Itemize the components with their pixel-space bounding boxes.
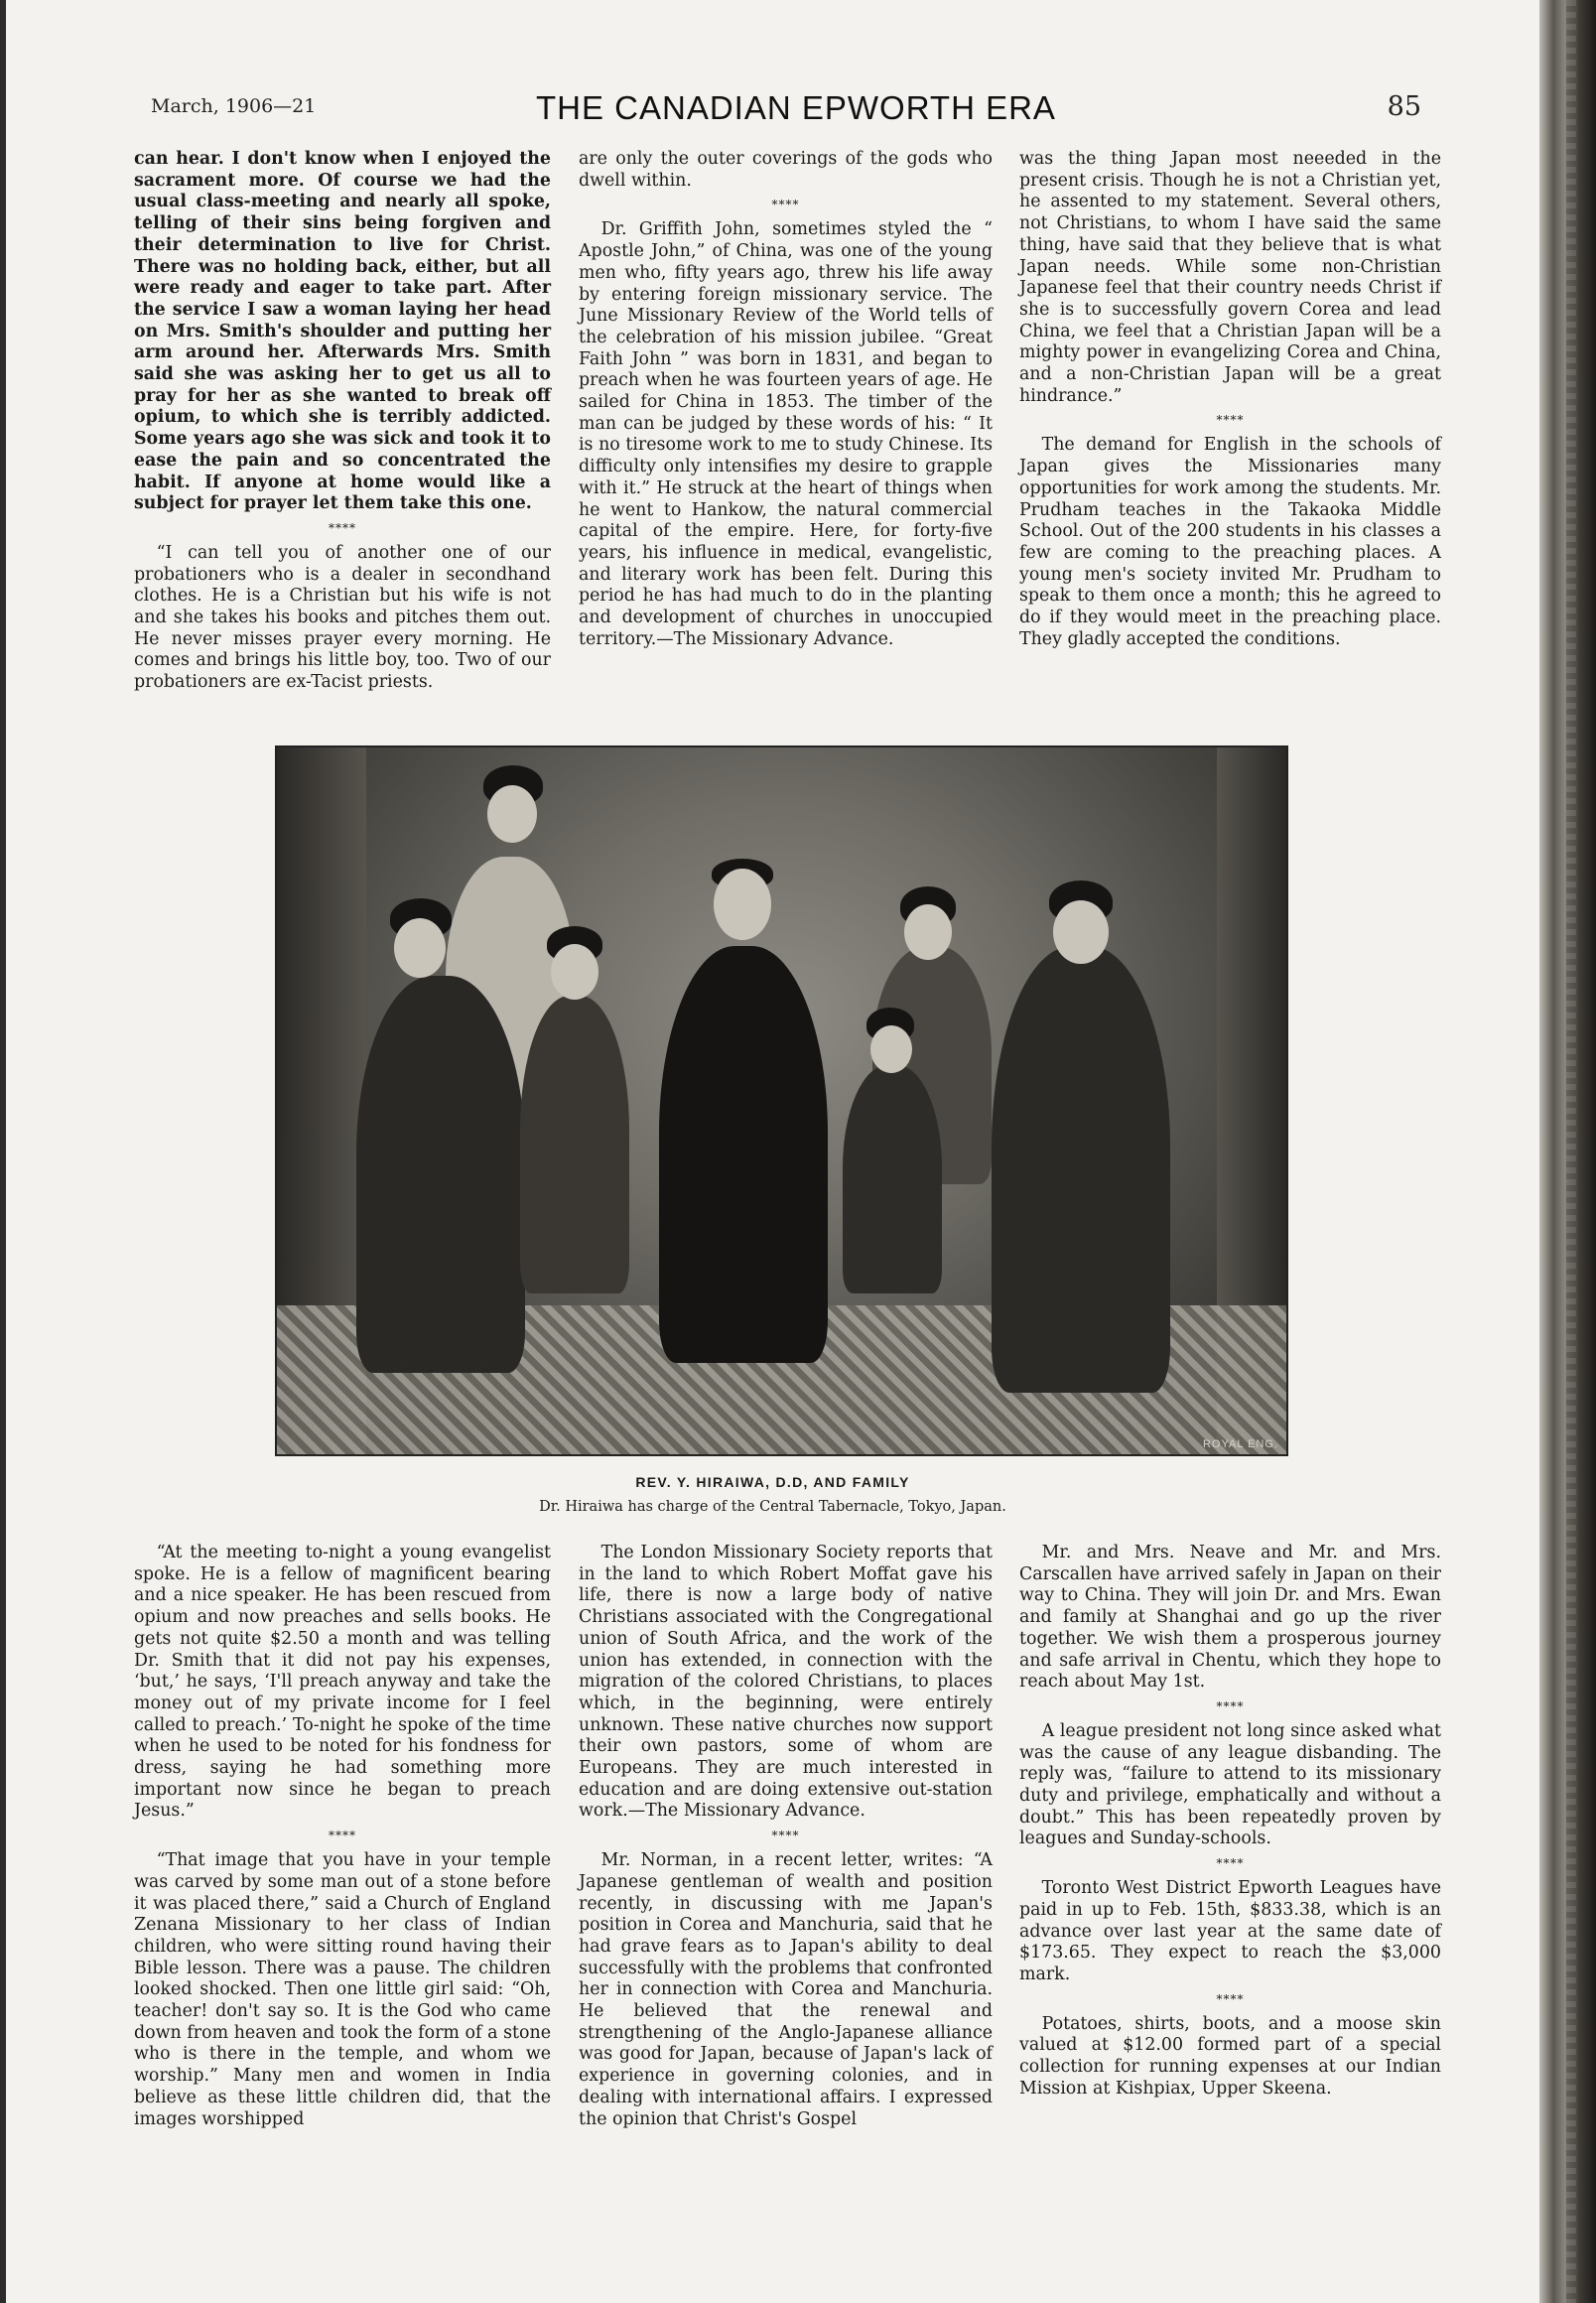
section-divider: **** [329, 520, 356, 535]
section-divider: **** [1216, 1698, 1245, 1713]
article-paragraph: “I can tell you of another one of our probationers who is a dealer in secondhand clothes. He is a Christian but his wife is not and she takes his books and pitches them out. He never misses prayer every morning. He comes and brings his little boy, too. Two of our probationers are ex-Tacist priests. [134, 542, 551, 693]
article-paragraph: Dr. Griffith John, sometimes styled the “ Apostle John,” of China, was one of the young men who, fifty years ago, threw his life away by entering foreign missionary service. The June Missionary Review of the World tells of the celebration of his mission jubilee. “Great Faith John ” was born in 1831, and began to preach when he was fourteen years of age. He sailed for China in 1853. The timber of the man can be judged by these words of his: “ It is no tiresome work to me to study Chinese. Its difficulty only intensifies my desire to grapple with it.” He struck at the heart of things when he went to Hankow, the natural commercial capital of the empire. Here, for forty-five years, his influence in medical, evangelistic, and literary work has been felt. During this period he has had much to do in the planting and development of churches in unoccupied territory.—The Missionary Advance. [579, 219, 993, 649]
top-column-2 [579, 149, 993, 650]
figure-head [904, 904, 952, 960]
figure-head [551, 944, 598, 1000]
figure-head [714, 869, 771, 940]
page-header [147, 89, 1437, 133]
family-photograph [275, 745, 1288, 1456]
article-paragraph: “That image that you have in your temple was carved by some man out of a stone before it was placed there,” said a Church of England Zenana Missionary to her class of Indian children, who were sitting round having their Bible lesson. There was a pause. The children looked shocked. Then one little girl said: “Oh, teacher! don't say so. It is the God who came down from heaven and took the form of a stone who is there in the temple, and whom we worship.” Many men and women in India believe as these little children did, that the images worshipped [134, 1850, 551, 2129]
issue-date: March, 1906—21 [151, 95, 317, 117]
section-divider: **** [1216, 413, 1245, 428]
article-paragraph: Mr. Norman, in a recent letter, writes: “A Japanese gentleman of wealth and position recently, in discussing with me Japan's position in Corea and Manchuria, said that he had grave fears as to Japan's ability to deal successfully with the problems that confronted her in connection with Corea and Manchuria. He believed that the renewal and strengthening of the Anglo-Japanese alliance was good for Japan, because of Japan's lack of experience in governing colonies, and in dealing with international affairs. I expressed the opinion that Christ's Gospel [579, 1850, 993, 2129]
page-number: 85 [1387, 91, 1421, 122]
book-spine-strip [1566, 0, 1576, 2303]
article-paragraph: Potatoes, shirts, boots, and a moose skin valued at $12.00 formed part of a special collection for running expenses at our Indian Mission at Kishpiax, Upper Skeena. [1019, 2013, 1441, 2099]
article-paragraph: are only the outer coverings of the gods who dwell within. [579, 149, 993, 191]
photo-caption-subtitle: Dr. Hiraiwa has charge of the Central Tabernacle, Tokyo, Japan. [539, 1499, 1006, 1515]
section-divider: **** [771, 198, 800, 212]
bottom-column-2 [579, 1543, 993, 2130]
section-divider: **** [1216, 1856, 1245, 1871]
article-paragraph: The demand for English in the schools of Japan gives the Missionaries many opportunities for work among the students. Mr. Prudham teaches in the Takaoka Middle School. Out of the 200 students in his classes a few are coming to the preaching places. A young men's society invited Mr. Prudham to speak to them once a month; this he agreed to do if they would meet in the preaching place. They gladly accepted the conditions. [1019, 435, 1441, 649]
figure-boy [520, 996, 629, 1293]
figure-rev-hiraiwa [659, 946, 828, 1363]
engraver-mark: ROYAL ENG. [1202, 1438, 1278, 1450]
article-paragraph: “At the meeting to-night a young evangelist spoke. He is a fellow of magnificent bearing and a nice speaker. He has been rescued from opium and now preaches and sells books. He gets not quite $2.50 a month and was telling Dr. Smith that it did not pay his expenses, ‘but,’ he says, ‘I'll preach anyway and take the money out of my private income for I feel called to preach.’ To-night he spoke of the time when he used to be noted for his fondness for dress, saying he had something more important now since he began to preach Jesus.” [134, 1543, 551, 1822]
article-paragraph: can hear. I don't know when I enjoyed the sacrament more. Of course we had the usual class-meeting and nearly all spoke, telling of their sins being forgiven and their determination to live for Christ. There was no holding back, either, but all were ready and eager to take part. After the service I saw a woman laying her head on Mrs. Smith's shoulder and putting her arm around her. Afterwards Mrs. Smith said she was asking her to get us all to pray for her as she wanted to break off opium, to which she is terribly addicted. Some years ago she was sick and took it to ease the pain and so concentrated the habit. If anyone at home would like a subject for prayer let them take this one. [134, 149, 551, 514]
photo-caption-title: REV. Y. HIRAIWA, D.D, AND FAMILY [635, 1474, 910, 1490]
article-paragraph: The London Missionary Society reports that in the land to which Robert Moffat gave his life, there is now a large body of native Christians associated with the Congregational union of South Africa, and the work of the union has extended, in connection with the migration of the colored Christians, to places which, in the beginning, were entirely unknown. These native churches now support their own pastors, some of whom are Europeans. They are much interested in education and are doing extensive out-station work.—The Missionary Advance. [579, 1543, 993, 1822]
section-divider: **** [329, 1829, 356, 1843]
article-paragraph: A league president not long since asked what was the cause of any league disbanding. The reply was, “failure to attend to its missionary duty and privilege, emphatically and without a doubt.” This has been repeatedly proven by leagues and Sunday-schools. [1019, 1720, 1441, 1849]
magazine-page [6, 0, 1539, 2303]
magazine-title: THE CANADIAN EPWORTH ERA [536, 89, 1056, 126]
article-paragraph: Mr. and Mrs. Neave and Mr. and Mrs. Carscallen have arrived safely in Japan on their way to China. They will join Dr. and Mrs. Ewan and family at Shanghai and go up the river together. We wish them a prosperous journey and safe arrival in Chentu, which they hope to reach about May 1st. [1019, 1543, 1441, 1693]
top-column-3 [1019, 149, 1441, 650]
section-divider: **** [1216, 1991, 1245, 2006]
article-paragraph: was the thing Japan most neeeded in the present crisis. Though he is not a Christian yet, he assented to my statement. Several others, not Christians, to whom I have said the same thing, have said that they believe that is what Japan needs. While some non-Christian Japanese feel that their country needs Christ if she is to successfully govern Corea and lead China, we feel that a Christian Japan will be a mighty power in evangelizing Corea and China, and a non-Christian Japan will be a great hindrance.” [1019, 149, 1441, 406]
figure-head [870, 1025, 912, 1073]
bottom-column-1 [134, 1543, 551, 2130]
figure-head [1053, 900, 1109, 964]
article-paragraph: Toronto West District Epworth Leagues have paid in up to Feb. 15th, $833.38, which is an advance over last year at the same date of $173.65. They expect to reach the $3,000 mark. [1019, 1878, 1441, 1984]
top-column-1 [134, 149, 551, 694]
figure-small-child [843, 1065, 942, 1293]
figure-head [487, 785, 537, 843]
figure-head [394, 918, 446, 978]
figure-seated-woman-right [992, 946, 1170, 1393]
section-divider: **** [771, 1829, 800, 1843]
bottom-column-3 [1019, 1543, 1441, 2100]
figure-seated-woman-left [356, 976, 525, 1373]
